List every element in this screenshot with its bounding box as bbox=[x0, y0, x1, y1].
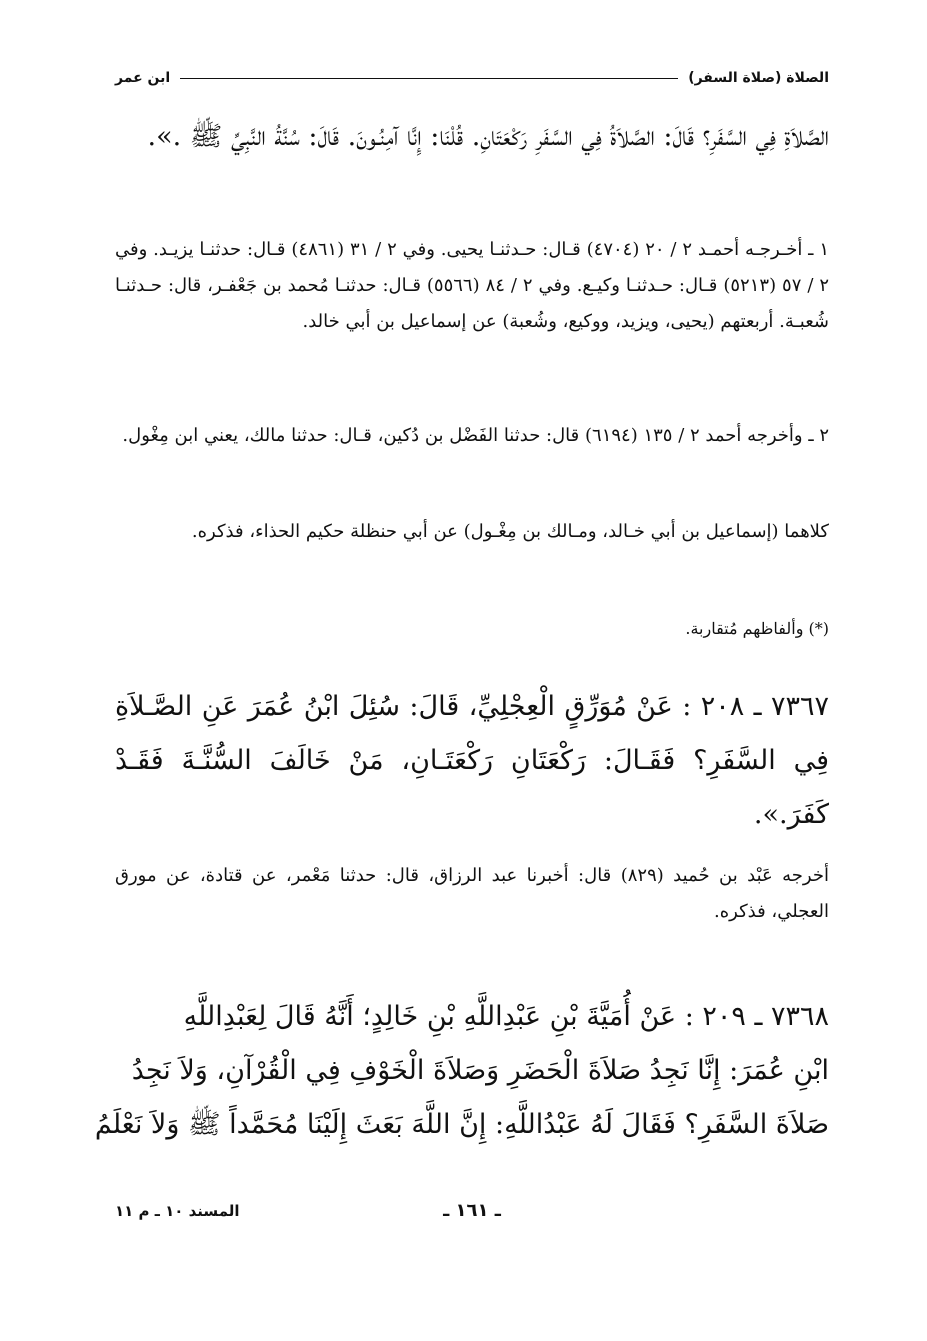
page-footer bbox=[115, 1200, 829, 1230]
note-text: كلاهما (إسماعيل بن أبي خـالد، ومـالك بن مِغْـول) عن أبي حنظلة حكيم الحذاء، فذكره. bbox=[191, 521, 829, 542]
signature-mark: المسند ١٠ ـ م ١١ bbox=[115, 1202, 240, 1220]
takhrij-note-2 bbox=[115, 418, 829, 454]
chapter-title: الصلاة (صلاة السفر) bbox=[688, 70, 829, 86]
note-text: ٢ ـ وأخرجه أحمد ٢ / ١٣٥ (٦١٩٤) قال: حدثنا الفَضْل بن دُكين، قـال: حدثنا مالك، يعني ابن مِغْول. bbox=[122, 425, 829, 446]
page-number: ـ ١٦١ ـ bbox=[443, 1200, 501, 1221]
section-title: ابن عمر bbox=[115, 70, 171, 86]
hadith-line: ابْنِ عُمَرَ: إِنَّا نَجِدُ صَلاَةَ الْحَضَرِ وَصَلاَةَ الْخَوْفِ فِي الْقُرْآنِ، وَلاَ نَجِدُ bbox=[131, 1055, 829, 1086]
header-rule bbox=[180, 78, 678, 79]
takhrij-note-3 bbox=[115, 514, 829, 550]
takhrij-note-4 bbox=[115, 858, 829, 930]
hadith-text: ٧٣٦٧ ـ ٢٠٨ : عَنْ مُوَرِّقٍ الْعِجْلِيِّ، قَالَ: سُئِلَ ابْنُ عُمَرَ عَنِ الصَّـلاَةِ فِي السَّفَرِ؟ فَقَـالَ: رَكْعَتَانِ رَكْعَتَـانِ، مَنْ خَالَفَ السُّنَّـةَ فَقَـدْ كَفَرَ.». bbox=[115, 691, 829, 830]
hadith-7368 bbox=[94, 990, 829, 1152]
hadith-line: صَلاَةَ السَّفَرِ؟ فَقَالَ لَهُ عَبْدُاللَّهِ: إِنَّ اللَّهَ بَعَثَ إِلَيْنَا مُحَمَّداً ﷺ وَلاَ نَعْلَمُ bbox=[94, 1109, 829, 1140]
hadith-line: ٧٣٦٨ ـ ٢٠٩ : عَنْ أُمَيَّةَ بْنِ عَبْدِاللَّهِ بْنِ خَالِدٍ؛ أَنَّهُ قَالَ لِعَبْدِاللَّهِ bbox=[183, 1001, 829, 1032]
takhrij-note-1 bbox=[115, 232, 829, 340]
footnote bbox=[115, 614, 829, 644]
footnote-text: (*) وألفاظهم مُتقاربة. bbox=[685, 619, 829, 638]
running-header bbox=[115, 64, 829, 92]
hadith-7367 bbox=[115, 680, 829, 842]
note-text: أخرجه عَبْد بن حُميد (٨٢٩) قال: أخبرنا عبد الرزاق، قال: حدثنا مَعْمر، عن قتادة، عن مورق العجلي، فذكره. bbox=[115, 865, 829, 922]
hadith-continuation bbox=[115, 110, 829, 164]
note-text: ١ ـ أخـرجـه أحمـد ٢ / ٢٠ (٤٧٠٤) قـال: حـدثنـا يحيى. وفي ٢ / ٣١ (٤٨٦١) قـال: حدثنـا يزيـد. وفي ٢ / ٥٧ (٥٢١٣) قـال: حـدثنـا وكيـع. وفي ٢ / ٨٤ (٥٥٦٦) قـال: حدثنـا مُحمد بن جَعْفـر، قال: حـدثنـا شُعبـة. أربعتهم (يحيى، ويزيد، ووكيع، وشُعبة) عن إسماعيل بن أبي خالد. bbox=[115, 239, 829, 332]
hadith-text: الصَّلاَةِ فِي السَّفَرِ؟ قَالَ: الصَّلاَةُ فِي السَّفَرِ رَكْعَتَانِ. قُلْنَا: إِنَّا آمِنُـونَ. قَالَ: سُنَّةُ النَّبِيِّ ﷺ .». bbox=[147, 121, 829, 152]
